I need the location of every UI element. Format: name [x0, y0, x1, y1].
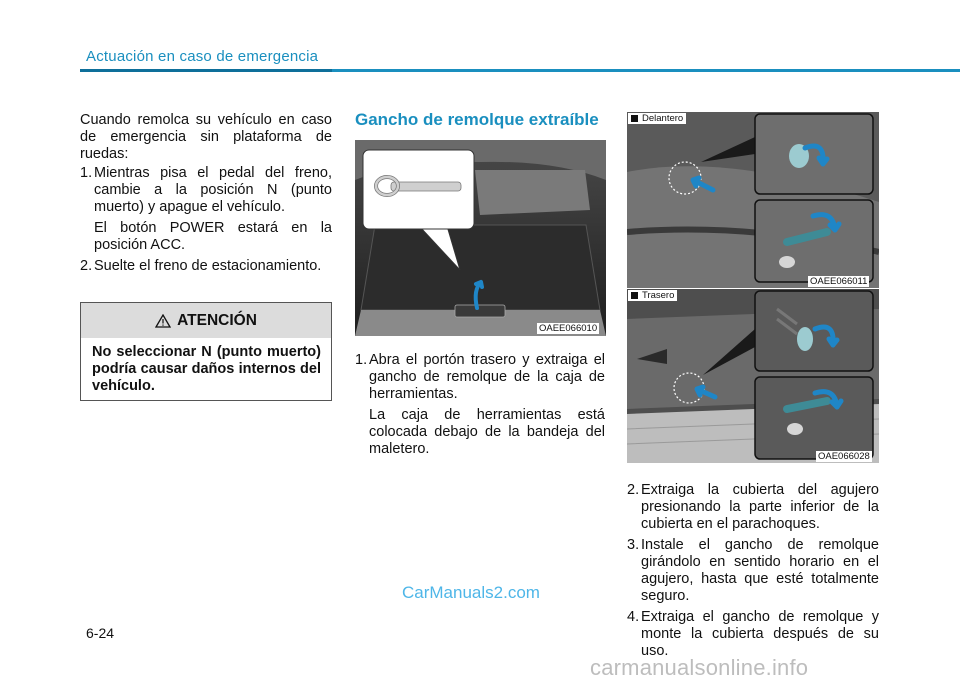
step-4: [627, 609, 879, 660]
step-number: 4.: [627, 609, 640, 625]
square-bullet-icon: [631, 292, 638, 299]
rear-bumper-figure: [627, 289, 879, 463]
step-1: [355, 352, 605, 403]
trunk-illustration: [355, 140, 606, 336]
warning-title: ATENCIÓN: [177, 311, 257, 329]
step-number: 1.: [355, 352, 368, 368]
rear-figure-label: [628, 290, 677, 301]
right-column: [627, 482, 879, 660]
step-1-note: El botón POWER estará en la posición ACC.: [94, 220, 332, 253]
warning-header: [81, 303, 331, 338]
step-text: Extraiga el gancho de remolque y monte la cubierta después de su uso.: [641, 609, 879, 659]
rear-bumper-illustration: [627, 289, 879, 463]
trunk-figure: [355, 140, 606, 336]
step-text: Instale el gancho de remolque girándolo en sentido horario en el agujero, hasta que esté totalmente seguro.: [641, 537, 879, 604]
step-3: [627, 537, 879, 605]
front-figure-label: [628, 113, 686, 124]
step-2: [80, 258, 332, 275]
rear-label-text: Trasero: [642, 290, 675, 301]
rear-figure-code: OAE066028: [818, 451, 870, 462]
left-column: [80, 112, 332, 275]
square-bullet-icon: [631, 115, 638, 122]
step-2: [627, 482, 879, 533]
step-1: [80, 165, 332, 216]
middle-column: [355, 352, 605, 458]
step-text: Abra el portón trasero y extraiga el gancho de remolque de la caja de herramientas.: [369, 352, 605, 402]
warning-box: [80, 302, 332, 401]
page-number: 6-24: [86, 625, 115, 641]
front-bumper-illustration: [627, 112, 879, 288]
watermark-link[interactable]: CarManuals2.com: [402, 583, 540, 602]
intro-text: Cuando remolca su vehículo en caso de emergencia sin plataforma de ruedas:: [80, 112, 332, 162]
header-rule-accent: [80, 69, 332, 72]
warning-body: No seleccionar N (punto muerto) podría causar daños internos del vehículo.: [92, 344, 321, 394]
figure-code: OAEE066010: [539, 323, 598, 334]
front-label-text: Delantero: [642, 113, 684, 124]
step-1-note: La caja de herramientas está colocada debajo de la bandeja del maletero.: [369, 407, 605, 457]
step-text: Suelte el freno de estacionamiento.: [94, 258, 322, 274]
step-number: 2.: [80, 258, 93, 274]
warning-triangle-icon: [155, 314, 171, 328]
section-title: Actuación en caso de emergencia: [86, 48, 319, 65]
step-number: 2.: [627, 482, 640, 498]
step-text: Extraiga la cubierta del agujero presionando la parte inferior de la cubierta en el parachoques.: [641, 482, 879, 532]
step-text: Mientras pisa el pedal del freno, cambie a la posición N (punto muerto) y apague el vehículo.: [94, 165, 332, 215]
front-figure-code: OAEE066011: [810, 276, 868, 287]
section-heading: Gancho de remolque extraíble: [355, 110, 599, 129]
front-bumper-figure: [627, 112, 879, 288]
site-watermark: carmanualsonline.info: [590, 655, 809, 680]
step-number: 3.: [627, 537, 640, 553]
step-number: 1.: [80, 165, 93, 181]
